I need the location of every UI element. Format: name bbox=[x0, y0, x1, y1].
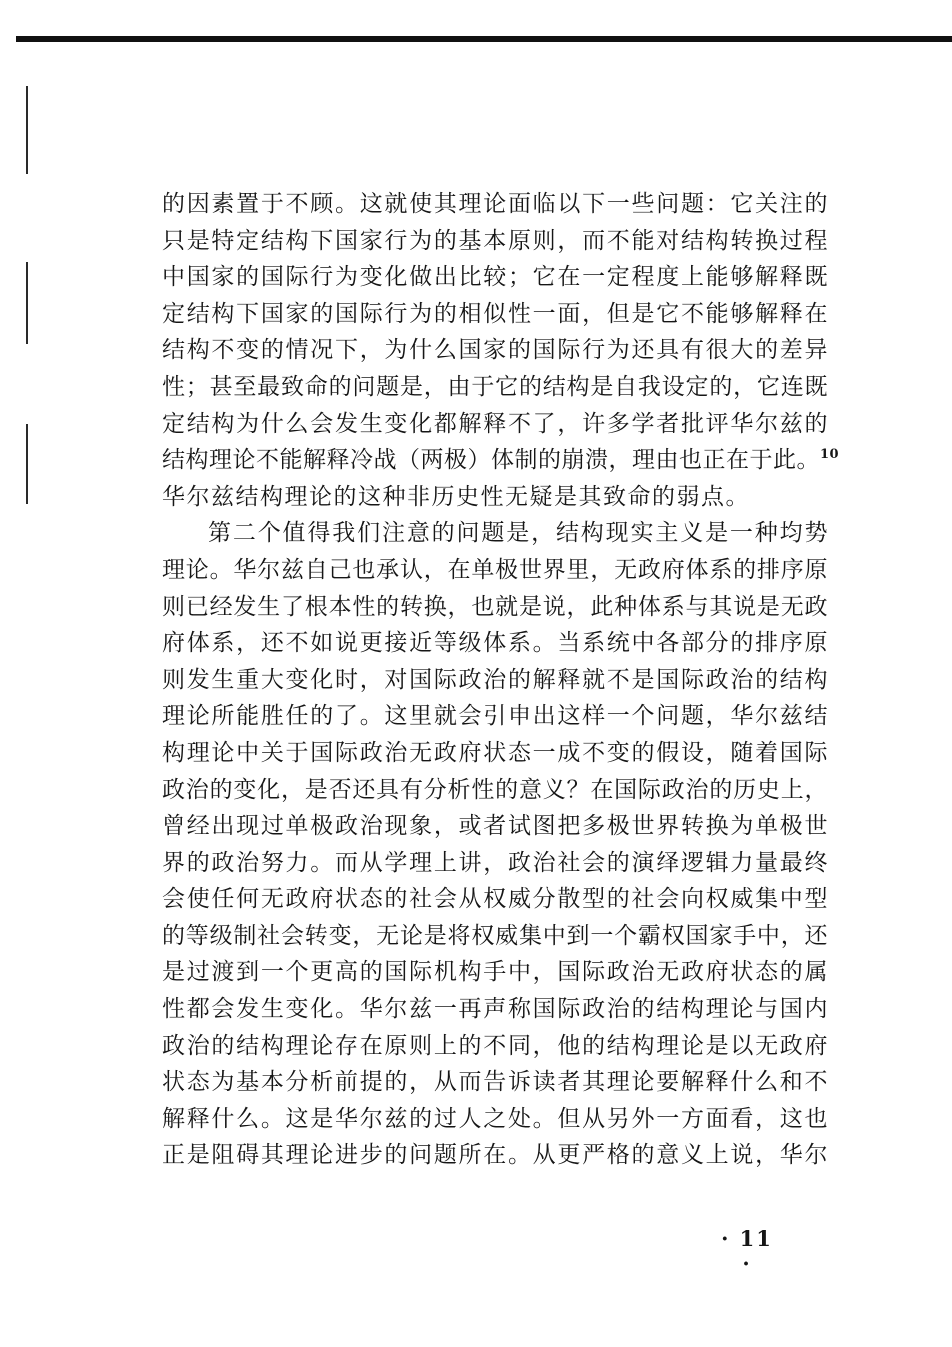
text-line: 状态为基本分析前提的，从而告诉读者其理论要解释什么和不 bbox=[162, 1069, 828, 1096]
footnote-reference[interactable]: 10 bbox=[820, 447, 840, 463]
text-line: 中国家的国际行为变化做出比较；它在一定程度上能够解释既 bbox=[162, 264, 828, 291]
text-line: 理论。华尔兹自己也承认，在单极世界里，无政府体系的排序原 bbox=[162, 556, 828, 583]
text-line: 的因素置于不顾。这就使其理论面临以下一些问题：它关注的 bbox=[162, 191, 828, 217]
text-line: 政治的变化，是否还具有分析性的意义？在国际政治的历史上， bbox=[162, 776, 828, 803]
text-line: 曾经出现过单极政治现象，或者试图把多极世界转换为单极世 bbox=[162, 813, 828, 840]
text-line: 则发生重大变化时，对国际政治的解释就不是国际政治的结构 bbox=[162, 666, 828, 693]
text-line-content: 结构理论不能解释冷战（两极）体制的崩溃，理由也正在于此。 bbox=[162, 447, 820, 474]
margin-line bbox=[26, 262, 28, 344]
margin-line bbox=[26, 86, 28, 174]
page-number: · 11 · bbox=[721, 1226, 773, 1276]
text-line: 第二个值得我们注意的问题是，结构现实主义是一种均势 bbox=[208, 520, 828, 547]
text-line: 构理论中关于国际政治无政府状态一成不变的假设，随着国际 bbox=[162, 739, 828, 766]
text-line: 府体系，还不如说更接近等级体系。当系统中各部分的排序原 bbox=[162, 630, 828, 657]
text-line: 的等级制社会转变，无论是将权威集中到一个霸权国家手中，还 bbox=[162, 922, 828, 949]
text-line: 解释什么。这是华尔兹的过人之处。但从另外一方面看，这也 bbox=[162, 1105, 828, 1132]
text-line: 性都会发生变化。华尔兹一再声称国际政治的结构理论与国内 bbox=[162, 996, 828, 1023]
text-line: 只是特定结构下国家行为的基本原则，而不能对结构转换过程 bbox=[162, 227, 828, 254]
text-line: 理论所能胜任的了。这里就会引申出这样一个问题，华尔兹结 bbox=[162, 703, 828, 730]
text-line-with-footnote bbox=[162, 442, 840, 479]
text-line: 是过渡到一个更高的国际机构手中，国际政治无政府状态的属 bbox=[162, 959, 828, 986]
text-line: 则已经发生了根本性的转换，也就是说，此种体系与其说是无政 bbox=[162, 593, 828, 620]
text-line: 性；甚至最致命的问题是，由于它的结构是自我设定的，它连既 bbox=[162, 373, 828, 400]
header-rule bbox=[16, 36, 952, 42]
text-line: 会使任何无政府状态的社会从权威分散型的社会向权威集中型 bbox=[162, 886, 828, 913]
text-line: 界的政治努力。而从学理上讲，政治社会的演绎逻辑力量最终 bbox=[162, 849, 828, 876]
text-line: 政治的结构理论存在原则上的不同，他的结构理论是以无政府 bbox=[162, 1032, 828, 1059]
paragraph-2 bbox=[162, 515, 828, 1174]
body-text bbox=[162, 186, 840, 1174]
text-line: 定结构为什么会发生变化都解释不了，许多学者批评华尔兹的 bbox=[162, 410, 828, 437]
text-line: 正是阻碍其理论进步的问题所在。从更严格的意义上说，华尔 bbox=[162, 1142, 828, 1169]
text-line: 华尔兹结构理论的这种非历史性无疑是其致命的弱点。 bbox=[162, 483, 750, 510]
text-line: 定结构下国家的国际行为的相似性一面，但是它不能够解释在 bbox=[162, 300, 828, 327]
paragraph-1 bbox=[162, 186, 840, 515]
text-line: 结构不变的情况下，为什么国家的国际行为还具有很大的差异 bbox=[162, 337, 828, 364]
margin-line bbox=[26, 424, 28, 504]
